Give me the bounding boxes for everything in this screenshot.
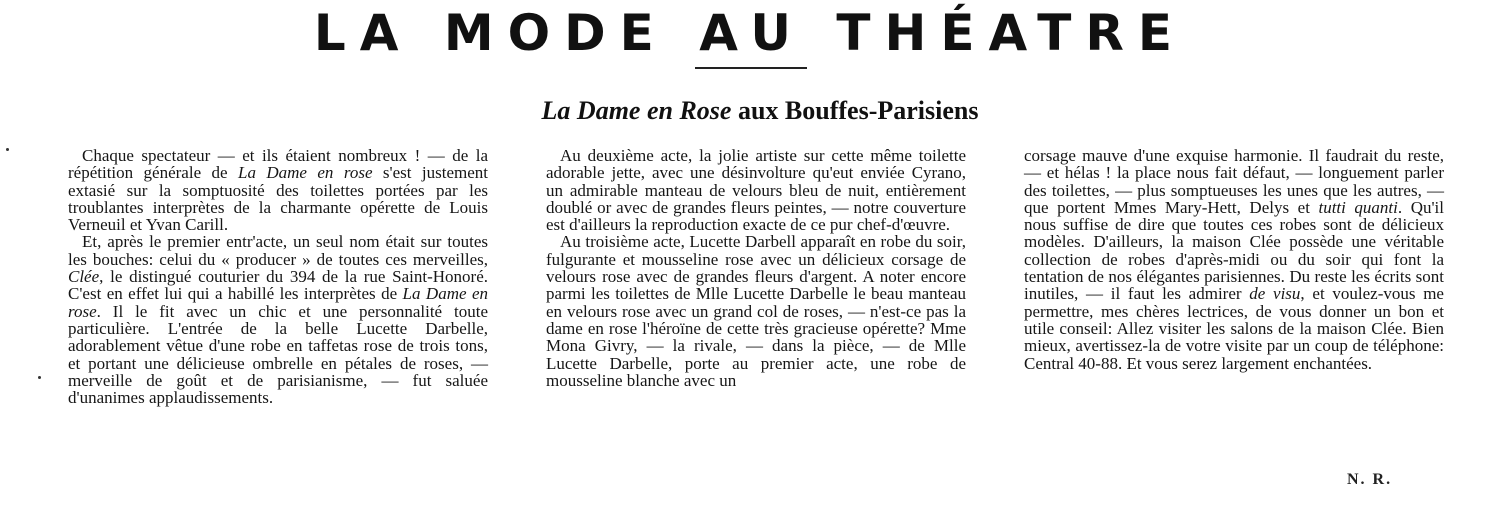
- italic-phrase: La Dame en rose: [68, 284, 488, 321]
- article-column-3: [1024, 147, 1444, 372]
- title-rule: [695, 67, 807, 69]
- italic-phrase: tutti quanti: [1318, 197, 1398, 217]
- subtitle-venue: aux Bouffes-Parisiens: [731, 96, 979, 125]
- paragraph: Chaque spectateur — et ils étaient nombreux ! — de la répétition générale de La Dame en rose s'est justement extasié sur la somptuosité des toilettes portées par les troublantes interprètes de la charmante opérette de Louis Verneuil et Yvan Carill.: [68, 146, 488, 235]
- paragraph: Au troisième acte, Lucette Darbell apparaît en robe du soir, fulgurante et mousseline rose avec un délicieux corsage de velours rose avec de grandes fleurs d'argent. A noter encore parmi les toilettes de Mlle Lucette Darbelle le beau manteau en velours rose avec un grand col de roses, — n'est-ce pas la dame en rose l'héroïne de cette très gracieuse opérette? Mme Mona Givry, — la rivale, — dans la pièce, — de Mlle Lucette Darbelle, porte au premier acte, une robe de mousseline blanche avec un: [546, 232, 966, 390]
- italic-phrase: Clée: [68, 267, 100, 287]
- paragraph: Et, après le premier entr'acte, un seul nom était sur toutes les bouches: celui du « producer » de toutes ces merveilles, Clée, le distingué couturier du 394 de la rue Saint-Honoré. C'est en effet lui qui a habillé les interprètes de La Dame en rose. Il le fit avec un chic et une personnalité toute particulière. L'entrée de la belle Lucette Darbelle, adorablement vêtue d'une robe en taffetas rose de trois tons, et portant une délicieuse ombrelle en pétales de roses, — merveille de goût et de parisianisme, — fut saluée d'unanimes applaudissements.: [68, 232, 488, 408]
- article-column-2: [546, 147, 966, 389]
- article-column-1: [68, 147, 488, 406]
- masthead-title: LA MODE AU THÉATRE: [313, 4, 1187, 62]
- article-subtitle: [0, 96, 1500, 126]
- paragraph: corsage mauve d'une exquise harmonie. Il faudrait du reste, — et hélas ! la place nous fait défaut, — longuement parler des toilettes, — plus somptueuses les unes que les autres, — que portent Mmes Mary-Hett, Delys et tutti quanti. Qu'il nous suffise de dire que toutes ces robes sont de délicieux modèles. D'ailleurs, la maison Clée possède une véritable collection de robes d'après-midi ou du soir qui font la tentation de nos élégantes parisiennes. Du reste les écrits sont inutiles, — il faut les admirer de visu, et voulez-vous me permettre, mes chères lectrices, de vous donner un bon et utile conseil: Allez visiter les salons de la maison Clée. Bien mieux, avertissez-la de votre visite par un coup de téléphone: Central 40-88. Et vous serez largement enchantées.: [1024, 146, 1444, 373]
- paragraph: Au deuxième acte, la jolie artiste sur cette même toilette adorable jette, avec une désinvolture qu'eut enviée Cyrano, un admirable manteau de velours bleu de nuit, entièrement doublé or avec de grandes fleurs peintes, — notre couverture est d'ailleurs la reproduction exacte de ce pur chef-d'œuvre.: [546, 146, 966, 235]
- print-speck: [6, 148, 9, 151]
- print-speck: [38, 376, 41, 379]
- subtitle-play-title: La Dame en Rose: [541, 96, 732, 125]
- author-signature: N. R.: [1347, 471, 1393, 488]
- italic-phrase: La Dame en rose: [238, 163, 373, 183]
- italic-phrase: de visu: [1249, 284, 1301, 304]
